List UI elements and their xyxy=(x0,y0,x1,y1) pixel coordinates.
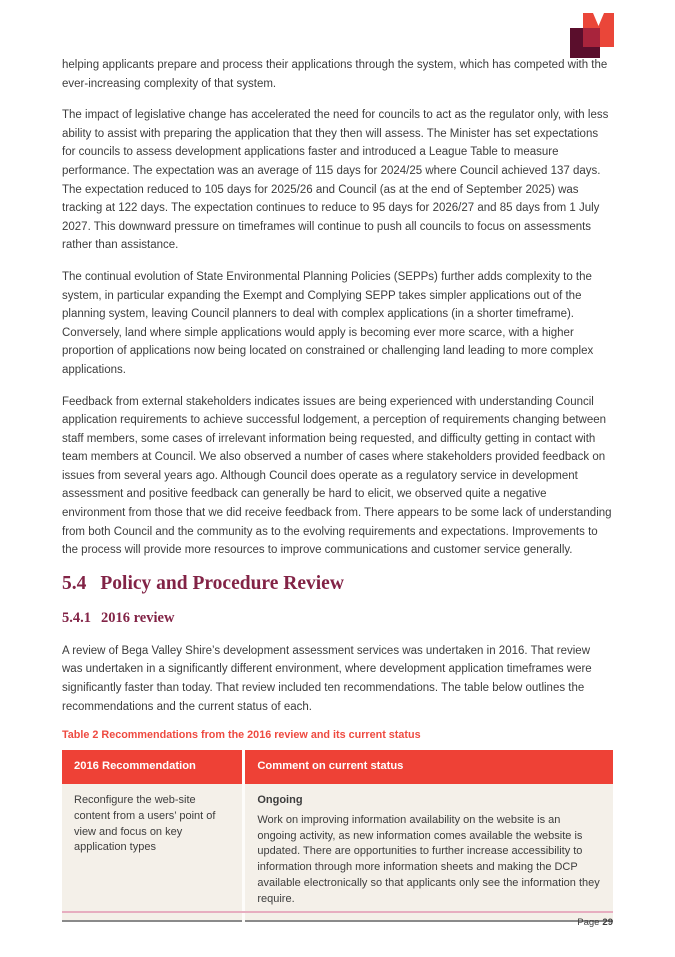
status-label: Ongoing xyxy=(257,794,303,807)
recommendation-text: Reconfigure the web-site content from a users’ point of view and focus on key application types xyxy=(74,794,216,854)
paragraph-stakeholder-feedback: Feedback from external stakeholders indicates issues are being experienced with understanding Council application requirements to achieve successful lodgement, a perception of requirements changing between staff members, some cases of irrelevant information being requested, and difficulty getting in contact with team members at Council. We also observed a number of cases where stakeholders provided feedback on issues from several years ago. Although Council does operate as a regulatory service in development assessment and positive feedback can generally be hard to elicit, we observed quite a negative environment from those that we did receive feedback from. There appears to be some lack of understanding from both Council and the community as to the evolving requirements and expectations. Improvements to the process will provide more resources to improve communications and customer service generally. xyxy=(62,395,612,557)
cell-recommendation xyxy=(62,784,244,921)
footer-divider xyxy=(62,911,613,913)
section-number: 5.4 xyxy=(62,572,87,594)
footer-page-indicator xyxy=(577,917,613,928)
table-caption: Table 2 Recommendations from the 2016 review and its current status xyxy=(62,729,421,742)
cell-status xyxy=(244,784,613,921)
recommendations-table xyxy=(62,750,613,921)
section-heading xyxy=(62,573,613,595)
section-title: Policy and Procedure Review xyxy=(100,572,344,594)
paragraph-sepp-evolution: The continual evolution of State Environmental Planning Policies (SEPPs) further adds complexity to the system, in particular expanding the Exempt and Complying SEPP takes simpler applications out of the planning system, leaving Council planners to deal with complex applications (in a shorter timeframe). Conversely, land where simple applications would apply is becoming ever more scarce, with a higher proportion of applications now being located on constrained or challenging land leading to more complex applications. xyxy=(62,270,594,376)
subsection-number: 5.4.1 xyxy=(62,609,91,626)
table-header-row xyxy=(62,750,613,784)
paragraph-legislative-change: The impact of legislative change has accelerated the need for councils to act as the regulator only, with less ability to assist with preparing the application that they then will assess. The Minister has set expectations for councils to assess development applications faster and introduced a League Table to measure performance. The expectation was an average of 115 days for 2024/25 where Council achieved 137 days. The expectation reduced to 105 days for 2025/26 and Council (as at the end of September 2025) was tracking at 122 days. The expectation continues to reduce to 95 days for 2026/27 and 85 days from 1 July 2027. This downward pressure on timeframes will continue to push all councils to focus on assessments rather than assistance. xyxy=(62,109,609,252)
column-header-recommendation: 2016 Recommendation xyxy=(62,750,244,784)
status-comment: Work on improving information availability on the website is an ongoing activity, as new information comes available the website is updated. There are opportunities to further increase accessibility to information through more information sheets and making the DCP available electronically so that applicants only see the information they require. xyxy=(257,813,600,905)
footer-page-number: 29 xyxy=(602,917,613,928)
table-row xyxy=(62,784,613,921)
page-content xyxy=(62,56,613,922)
paragraph-continuation: helping applicants prepare and process their applications through the system, which has competed with the ever-increasing complexity of that system. xyxy=(62,59,608,90)
paragraph-2016-review: A review of Bega Valley Shire’s development assessment services was undertaken in 2016. That review was undertaken in a significantly different environment, where development application timeframes were significantly faster than today. That review included ten recommendations. The table below outlines the recommendations and the current status of each. xyxy=(62,644,592,713)
subsection-title: 2016 review xyxy=(101,609,175,626)
subsection-heading xyxy=(62,610,613,627)
footer-page-label: Page xyxy=(577,917,600,928)
column-header-status: Comment on current status xyxy=(244,750,613,784)
m-mark-logo-icon xyxy=(569,10,616,59)
